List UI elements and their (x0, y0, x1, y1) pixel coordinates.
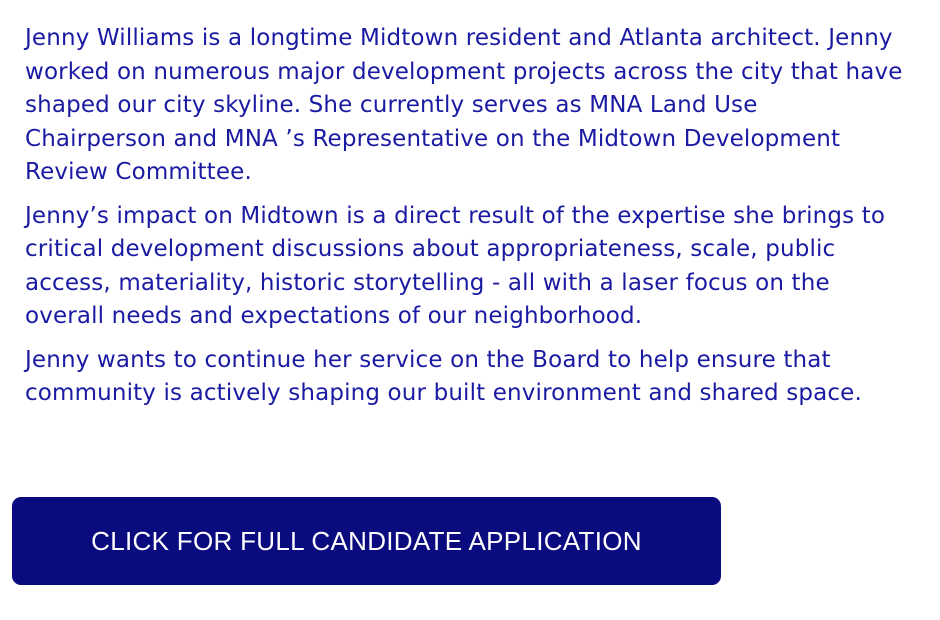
bio-paragraph-3: Jenny wants to continue her service on the Board to help ensure that community is actively shaping our built environment and shared space. (25, 346, 862, 406)
candidate-bio (25, 22, 905, 421)
full-candidate-application-button[interactable] (12, 497, 721, 585)
cta-button-label: CLICK FOR FULL CANDIDATE APPLICATION (91, 525, 642, 556)
bio-paragraph-1: Jenny Williams is a longtime Midtown resident and Atlanta architect. Jenny worked on numerous major development projects across the city that have shaped our city skyline. She currently serves as MNA Land Use Chairperson and MNA ’s Representative on the Midtown Development Review Committee. (25, 25, 903, 185)
bio-paragraph-2: Jenny’s impact on Midtown is a direct result of the expertise she brings to critical development discussions about appropriateness, scale, public access, materiality, historic storytelling - all with a laser focus on the overall needs and expectations of our neighborhood. (25, 202, 886, 329)
